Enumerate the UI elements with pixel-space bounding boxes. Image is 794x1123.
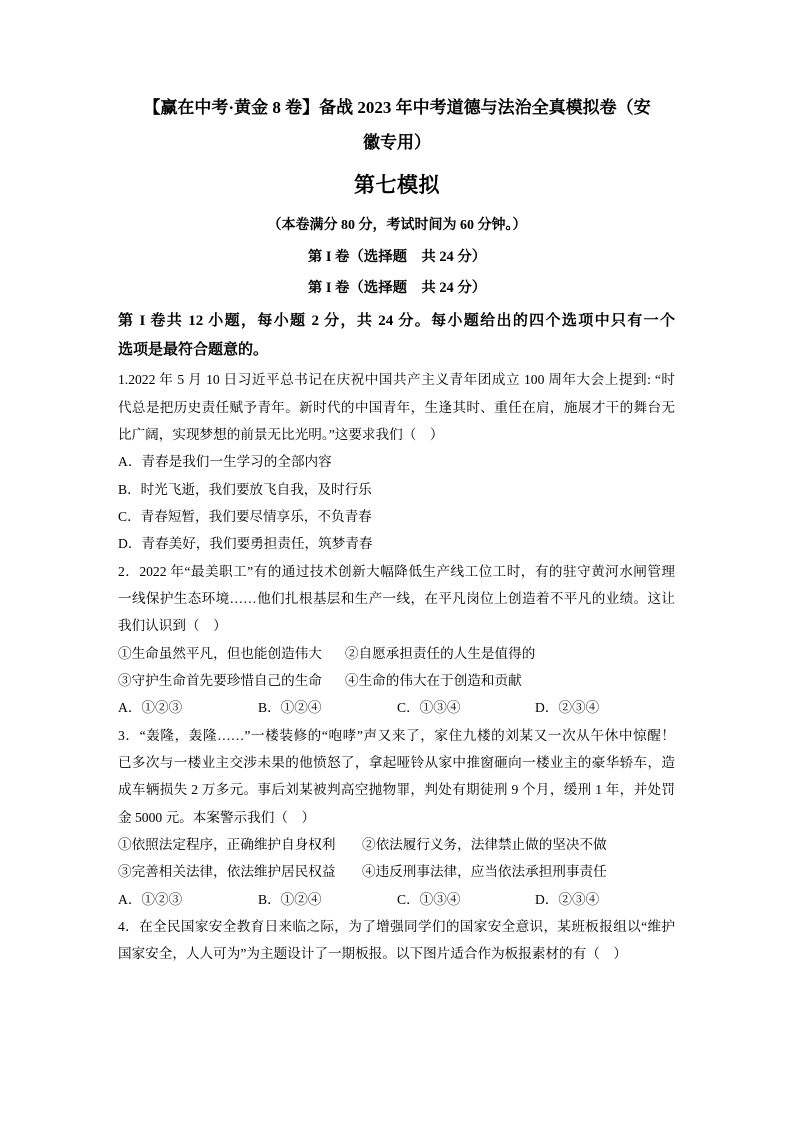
question-2-statement-4: ④生命的伟大在于创造和贡献	[345, 672, 522, 688]
paper-title-line: 【赢在中考·黄金 8 卷】备战 2023 年中考道德与法治全真模拟卷（安	[143, 98, 651, 117]
question-4	[118, 913, 675, 968]
question-1-stem-line: 代总是把历史责任赋予青年。新时代的中国青年，生逢其时、重任在肩，施展才干的舞台无	[118, 399, 675, 415]
question-4-stem-line: 4．在全民国家安全教育日来临之际，为了增强同学们的国家安全意识，某班板报组以“维护	[118, 918, 675, 934]
question-2-stem-line: 2．2022 年“最美职工”有的通过技术创新大幅降低生产线工位工时，有的驻守黄河水闸管理	[118, 563, 675, 579]
section-heading: 第 I 卷（选择题 共 24 分）	[307, 248, 487, 265]
question-2-statements-row	[118, 667, 675, 694]
questions-body	[118, 366, 675, 967]
question-3-option-b: B．①②④	[258, 891, 322, 907]
instructions-line: 第 I 卷共 12 小题，每小题 2 分，共 24 分。每小题给出的四个选项中只有一个	[118, 312, 675, 329]
question-3-option-a: A．①②③	[118, 891, 183, 907]
question-3-stem-line: 金 5000 元。本案警示我们（ ）	[118, 809, 316, 825]
question-3-statement-2: ②依法履行义务，法律禁止做的坚决不做	[362, 836, 607, 852]
question-2-stem-line: 一线保护生态环境……他们扎根基层和生产一线，在平凡岗位上创造着不平凡的业绩。这让	[118, 590, 675, 606]
question-2-statement-2: ②自愿承担责任的人生是值得的	[345, 645, 536, 661]
question-3-statement-4: ④违反刑事法律，应当依法承担刑事责任	[362, 864, 607, 880]
question-2-options-row	[118, 694, 675, 721]
question-1-option-b: B．时光飞逝，我们要放飞自我，及时行乐	[118, 481, 372, 497]
question-1-option-a: A．青春是我们一生学习的全部内容	[118, 454, 332, 470]
question-2-stem-line: 我们认识到（ ）	[118, 618, 227, 634]
question-1-option-c: C．青春短暂，我们要尽情享乐，不负青春	[118, 508, 372, 524]
question-1-stem-line: 比广阔，实现梦想的前景无比光明。”这要求我们（ ）	[118, 426, 444, 442]
question-3-stem-line: 成车辆损失 2 万多元。事后刘某被判高空抛物罪，判处有期徒刑 9 个月，缓刑 1 年，并处罚	[118, 782, 675, 798]
question-2	[118, 558, 675, 722]
question-2-statement-3: ③守护生命首先要珍惜自己的生命	[118, 672, 322, 688]
question-3-stem-line: 已多次与一楼业主交涉未果的他愤怒了，拿起哑铃从家中推窗砸向一楼业主的豪华轿车，造	[118, 754, 675, 770]
instructions	[118, 307, 675, 365]
section-headings	[0, 242, 794, 304]
question-3-options-row	[118, 886, 675, 913]
exam-name: 第七模拟	[354, 173, 440, 197]
paper-title-line: 徽专用）	[363, 133, 431, 152]
question-3-option-c: C．①③④	[397, 891, 461, 907]
question-2-option-b: B．①②④	[258, 700, 322, 716]
question-3-statement-3: ③完善相关法律，依法维护居民权益	[118, 864, 336, 880]
question-3-stem-line: 3．“轰隆，轰隆……”一楼装修的“咆哮”声又来了，家住九楼的刘某又一次从午休中惊醒！	[118, 727, 675, 743]
question-2-option-d: D．②③④	[535, 700, 600, 716]
question-2-statements-row	[118, 640, 675, 667]
question-2-statement-1: ①生命虽然平凡，但也能创造伟大	[118, 645, 322, 661]
question-2-option-a: A．①②③	[118, 700, 183, 716]
question-4-stem-line: 国家安全，人人可为”为主题设计了一期板报。以下图片适合作为板报素材的有（ ）	[118, 946, 627, 962]
question-3-statements-row	[118, 858, 675, 885]
question-1	[118, 366, 675, 557]
question-3-option-d: D．②③④	[535, 891, 600, 907]
question-3-statements-row	[118, 831, 675, 858]
section-heading: 第 I 卷（选择题 共 24 分）	[307, 279, 487, 296]
question-2-option-c: C．①③④	[397, 700, 461, 716]
instructions-line: 选项是最符合题意的。	[118, 341, 269, 358]
question-1-option-d: D．青春美好，我们要勇担责任，筑梦青春	[118, 536, 373, 552]
exam-info: （本卷满分 80 分，考试时间为 60 分钟。）	[267, 218, 527, 233]
question-1-stem-line: 1.2022 年 5 月 10 日习近平总书记在庆祝中国共产主义青年团成立 100 周年大会上提到: “时	[118, 372, 675, 388]
question-3	[118, 722, 675, 913]
paper-title	[110, 90, 684, 160]
question-3-statement-1: ①依照法定程序，正确维护自身权利	[118, 836, 336, 852]
